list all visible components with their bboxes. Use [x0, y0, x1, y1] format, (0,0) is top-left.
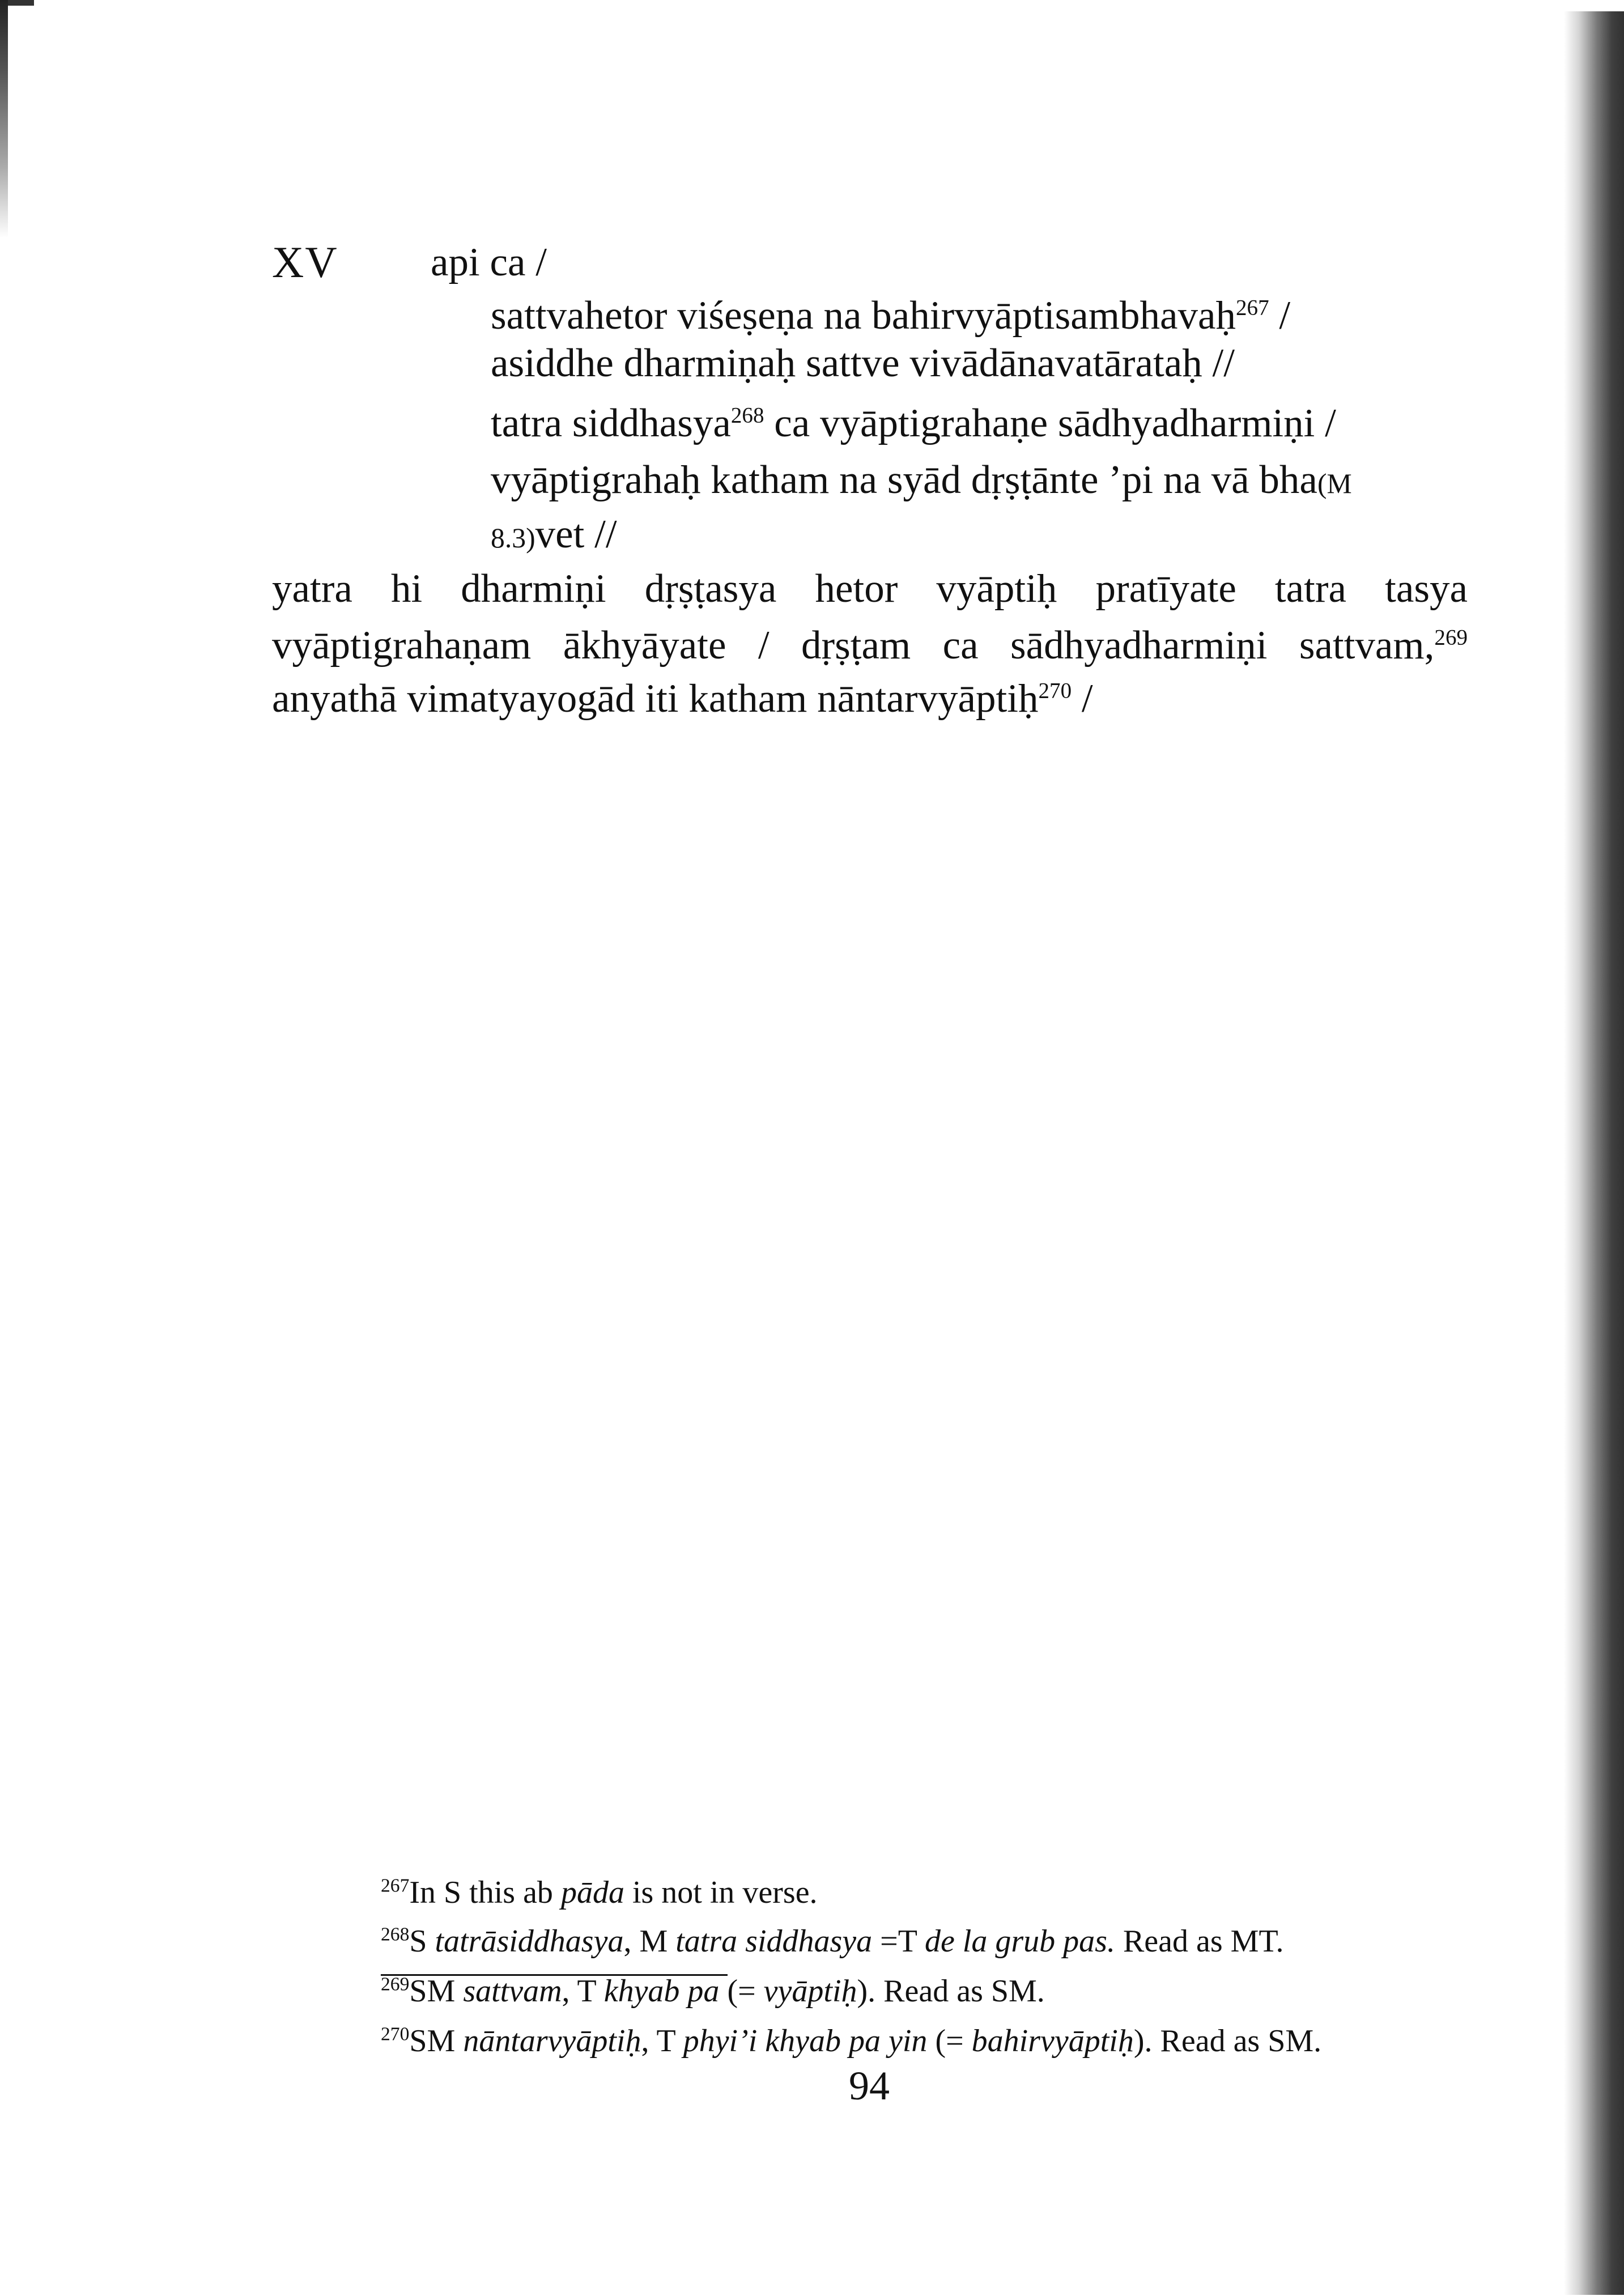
scan-artifact-right-edge: [1564, 11, 1624, 2295]
verse-line-4-text: vyāptigrahaḥ katham na syād dṛṣṭānte ’pi na vā bha: [491, 458, 1317, 502]
edition-ref-open: (M: [1317, 468, 1352, 499]
footnote-269: [381, 1975, 1045, 2007]
footnote-text: , M: [623, 1924, 676, 1959]
footnote-italic-text: tatrāsiddhasya: [435, 1924, 624, 1959]
footnote-text: SM: [409, 2023, 464, 2059]
verse-line-1-text: sattvahetor viśeṣeṇa na bahirvyāptisambhavaḥ: [491, 294, 1236, 338]
footnote-text: , T: [562, 1974, 604, 2009]
footnote-number: 269: [381, 1974, 410, 1995]
footnote-text: (=: [927, 2023, 972, 2059]
footnote-marker-267: 267: [1236, 295, 1269, 320]
verse-intro: api ca /: [431, 240, 547, 284]
verse-line-5: [491, 512, 617, 556]
footnote-text: is not in verse.: [624, 1875, 818, 1910]
verse-line-1-end: /: [1269, 294, 1291, 338]
footnote-number: 270: [381, 2023, 410, 2045]
footnote-text: ). Read as SM.: [1133, 2023, 1322, 2059]
prose-line-2: [272, 623, 1468, 667]
verse-line-3: [491, 403, 1336, 444]
footnote-270: [381, 2025, 1321, 2057]
footnote-marker-268: 268: [730, 403, 764, 428]
footnote-text: Read as MT.: [1115, 1924, 1284, 1959]
footnote-text: S: [409, 1924, 435, 1959]
footnote-text: ). Read as SM.: [857, 1974, 1045, 2009]
verse-line-2: asiddhe dharmiṇaḥ sattve vivādānavatārataḥ //: [491, 341, 1235, 385]
footnote-italic-text: nāntarvyāptiḥ: [463, 2023, 641, 2059]
footnote-number: 267: [381, 1875, 410, 1897]
verse-line-3-b: ca vyāptigrahaṇe sādhyadharmiṇi /: [764, 401, 1336, 445]
footnote-italic-text: vyāptiḥ: [763, 1974, 857, 2009]
prose-line-3-text: anyathā vimatyayogād iti katham nāntarvyāptiḥ: [272, 677, 1039, 721]
footnote-268: [381, 1925, 1284, 1957]
footnote-italic-text: de la grub pas.: [924, 1924, 1115, 1959]
footnote-italic-text: sattvam: [463, 1974, 562, 2009]
edition-ref-close: 8.3): [491, 522, 535, 554]
footnote-italic-text: khyab pa: [603, 1974, 720, 2009]
footnote-text: In S this ab: [409, 1875, 561, 1910]
verse-line-1: [491, 296, 1290, 336]
verse-line-5-text: vet //: [535, 512, 617, 556]
footnote-267: [381, 1877, 818, 1908]
section-label: XV: [272, 237, 338, 287]
prose-line-1: yatra hi dharmiṇi dṛṣṭasya hetor vyāptiḥ pratīyate tatra tasya: [272, 567, 1468, 611]
prose-line-3-end: /: [1072, 677, 1093, 721]
footnote-italic-text: tatra siddhasya: [675, 1924, 873, 1959]
footnote-number: 268: [381, 1924, 410, 1945]
footnote-italic-text: bahirvyāptiḥ: [971, 2023, 1134, 2059]
footnote-text: , T: [641, 2023, 683, 2059]
footnote-marker-270: 270: [1038, 678, 1072, 703]
footnote-italic-text: pāda: [560, 1875, 624, 1910]
scan-artifact-left: [0, 0, 8, 238]
footnote-text: (=: [719, 1974, 764, 2009]
prose-line-3: [272, 679, 1468, 719]
verse-line-3-a: tatra siddhasya: [491, 401, 731, 445]
footnote-marker-269: 269: [1434, 625, 1468, 650]
verse-line-4: [491, 460, 1352, 500]
footnote-text: =T: [872, 1924, 925, 1959]
page-number: 94: [849, 2063, 890, 2108]
prose-line-2-text: vyāptigrahaṇam ākhyāyate / dṛṣṭam ca sādhyadharmiṇi sattvam,: [272, 623, 1435, 667]
footnote-italic-text: phyi’i khyab pa yin: [683, 2023, 928, 2059]
footnote-text: SM: [409, 1974, 464, 2009]
